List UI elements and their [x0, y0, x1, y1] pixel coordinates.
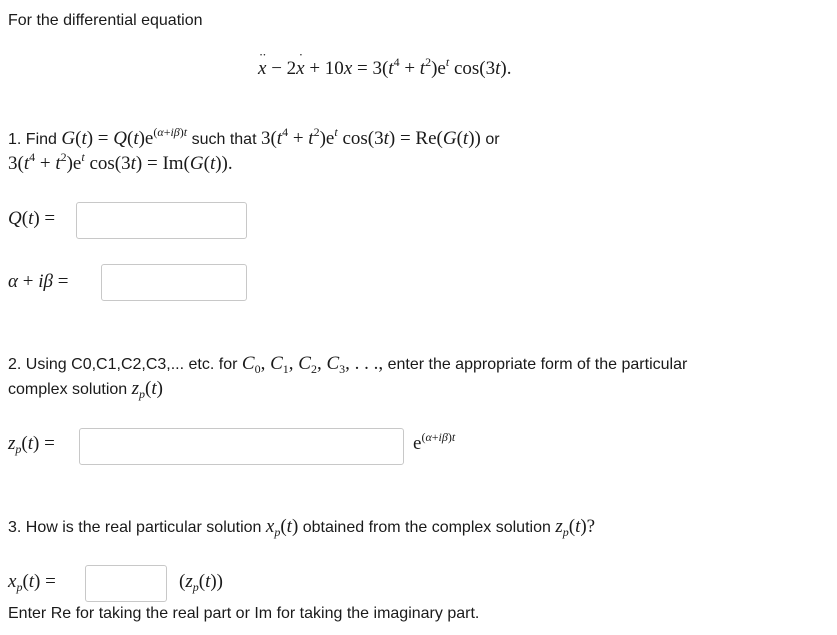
- paren-zp: $(z_p(t))$: [179, 571, 223, 594]
- intro-text: For the differential equation: [8, 12, 203, 29]
- exp-factor: $e^{(\alpha+i\beta)t}$: [413, 430, 456, 454]
- q-input[interactable]: [76, 202, 247, 239]
- part1-line2: $3(t^4 + t^2)e^t$ cos(3t) = Im(G(t)).: [8, 150, 233, 174]
- part2-line2: complex solution $z_p(t)$: [8, 378, 163, 401]
- part1-line1: 1. Find $G(t) = Q(t)e^{(\alpha+i\beta)t}$ such that $3(t^4 + t^2)e^t$ cos(3t) = Re(G(t)) or: [8, 125, 500, 149]
- alpha-beta-label: α + iβ =: [8, 271, 69, 292]
- part3-hint: Enter Re for taking the real part or Im for taking the imaginary part.: [8, 605, 480, 622]
- zp-label: $z_p(t)$ =: [8, 433, 55, 456]
- zp-input[interactable]: [79, 428, 404, 465]
- part2-line1: 2. Using C0,C1,C2,C3,... etc. for $C_0$, $C_1$, $C_2$, $C_3$, . . ., enter the appropriate form of the particular: [8, 353, 688, 376]
- q-label: Q(t) =: [8, 208, 56, 229]
- alpha-beta-input[interactable]: [101, 264, 247, 301]
- xp-input[interactable]: [85, 565, 167, 602]
- xp-label: $x_p(t)$ =: [8, 571, 56, 594]
- part3-question: 3. How is the real particular solution $x_p(t)$ obtained from the complex solution $z_p(t)$?: [8, 516, 596, 539]
- differential-equation: x ·· − 2x · + $10x = 3(t^4 + t^2)e^t$ cos(3t).: [258, 55, 511, 80]
